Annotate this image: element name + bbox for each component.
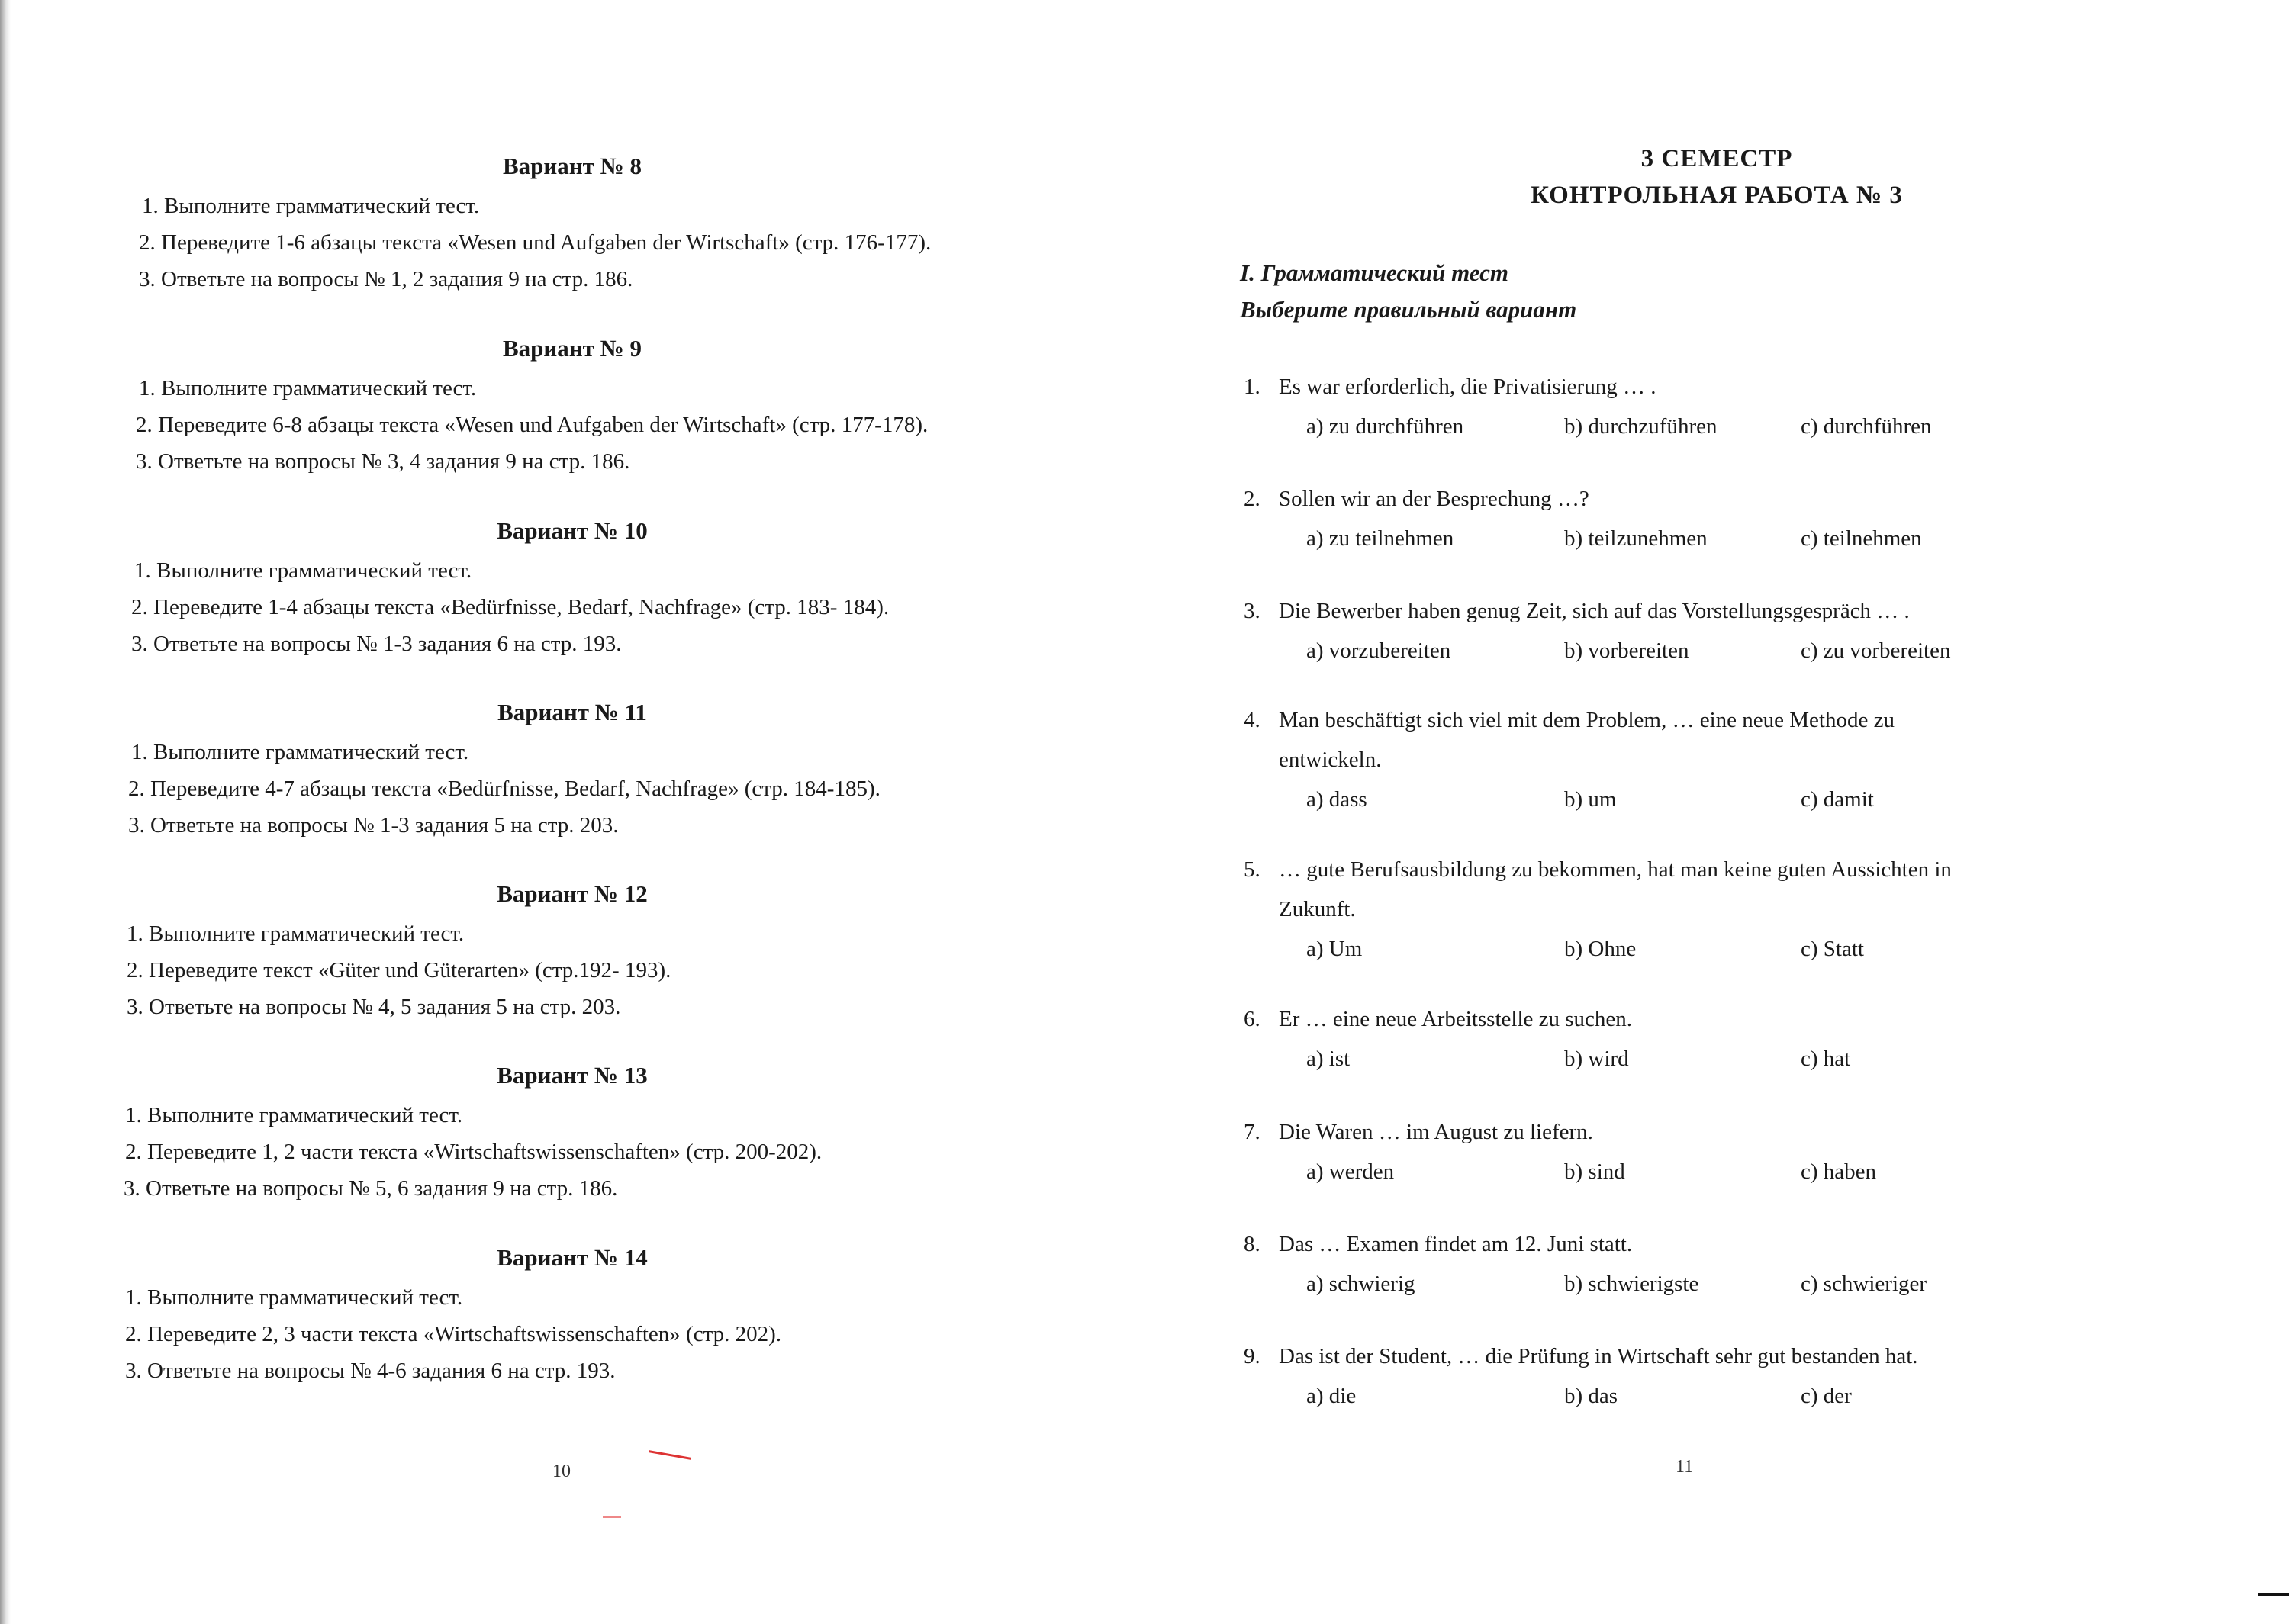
- option-b: b) schwierigste: [1564, 1272, 1699, 1296]
- task-line: 1. Выполните грамматический тест.: [134, 558, 472, 583]
- option-a: a) schwierig: [1306, 1272, 1415, 1296]
- variant-8: [122, 150, 1076, 297]
- question-1: [1244, 367, 2068, 445]
- answer-options: [1244, 1152, 2068, 1190]
- question-number: 1.: [1244, 375, 1260, 399]
- question-3: [1244, 591, 2068, 669]
- question-number: 6.: [1244, 1007, 1260, 1031]
- answer-options: [1244, 631, 2068, 669]
- question-7: [1244, 1112, 2068, 1190]
- question-9: [1244, 1336, 2068, 1414]
- work-title: КОНТРОЛЬНАЯ РАБОТА № 3: [1531, 182, 1903, 209]
- variant-title: Вариант № 11: [497, 699, 647, 725]
- task-line: 1. Выполните грамматический тест.: [139, 376, 477, 400]
- option-c: c) hat: [1801, 1047, 1851, 1071]
- answer-options: [1244, 407, 2068, 445]
- option-c: c) der: [1801, 1384, 1852, 1408]
- task-line: 2. Переведите 1-4 абзацы текста «Bedürfnisse, Bedarf, Nachfrage» (стр. 183- 184).: [131, 595, 890, 619]
- task-line: 3. Ответьте на вопросы № 5, 6 задания 9 на стр. 186.: [124, 1176, 618, 1201]
- page-number-left: 10: [552, 1462, 571, 1481]
- question-number: 7.: [1244, 1120, 1260, 1144]
- question-text: Es war erforderlich, die Privatisierung … .: [1279, 375, 1656, 399]
- question-number: 2.: [1244, 487, 1260, 511]
- option-c: c) damit: [1801, 787, 1874, 812]
- variant-title: Вариант № 9: [502, 335, 642, 362]
- question-number: 8.: [1244, 1232, 1260, 1256]
- answer-options: [1244, 519, 2068, 557]
- variant-13: [122, 1059, 1076, 1207]
- option-c: c) zu vorbereiten: [1801, 638, 1951, 663]
- question-text: Er … eine neue Arbeitsstelle zu suchen.: [1279, 1007, 1633, 1031]
- option-b: b) durchzuführen: [1564, 414, 1718, 439]
- task-line: 1. Выполните грамматический тест.: [125, 1103, 463, 1127]
- variant-14: [122, 1241, 1076, 1389]
- task-line: 2. Переведите 1, 2 части текста «Wirtschaftswissenschaften» (стр. 200-202).: [125, 1140, 823, 1164]
- option-c: c) haben: [1801, 1159, 1877, 1184]
- task-line: 3. Ответьте на вопросы № 3, 4 задания 9 на стр. 186.: [136, 449, 630, 474]
- question-2: [1244, 479, 2068, 557]
- option-a: a) dass: [1306, 787, 1367, 812]
- question-8: [1244, 1224, 2068, 1302]
- option-a: a) werden: [1306, 1159, 1395, 1184]
- question-text-continued: Zukunft.: [1279, 897, 1356, 921]
- answer-options: [1244, 1039, 2068, 1077]
- variant-title: Вариант № 13: [497, 1062, 648, 1089]
- option-b: b) teilzunehmen: [1564, 526, 1708, 551]
- option-c: c) Statt: [1801, 937, 1864, 961]
- option-c: c) durchführen: [1801, 414, 1932, 439]
- question-text: Man beschäftigt sich viel mit dem Problem, … eine neue Methode zu: [1279, 708, 1895, 732]
- variant-title: Вариант № 12: [497, 880, 648, 907]
- ink-speck: [603, 1516, 621, 1518]
- question-4: [1244, 700, 2068, 818]
- task-line: 1. Выполните грамматический тест.: [142, 194, 480, 218]
- question-text: Das … Examen findet am 12. Juni statt.: [1279, 1232, 1633, 1256]
- question-text: Das ist der Student, … die Prüfung in Wirtschaft sehr gut bestanden hat.: [1279, 1344, 1918, 1368]
- variant-11: [122, 696, 1076, 844]
- option-a: a) ist: [1306, 1047, 1351, 1071]
- task-line: 3. Ответьте на вопросы № 1-3 задания 6 на стр. 193.: [131, 632, 622, 656]
- question-text: Die Waren … im August zu liefern.: [1279, 1120, 1593, 1144]
- question-text: Die Bewerber haben genug Zeit, sich auf das Vorstellungsgespräch … .: [1279, 599, 1910, 623]
- task-line: 3. Ответьте на вопросы № 4-6 задания 6 на стр. 193.: [125, 1359, 616, 1383]
- answer-options: [1244, 780, 2068, 818]
- semester-title: 3 СЕМЕСТР: [1640, 145, 1793, 172]
- option-a: a) zu teilnehmen: [1306, 526, 1454, 551]
- variant-10: [122, 514, 1076, 662]
- option-b: b) das: [1564, 1384, 1618, 1408]
- question-number: 9.: [1244, 1344, 1260, 1368]
- question-number: 4.: [1244, 708, 1260, 732]
- answer-options: [1244, 1376, 2068, 1414]
- task-line: 1. Выполните грамматический тест.: [125, 1285, 463, 1310]
- option-b: b) um: [1564, 787, 1617, 812]
- question-text-continued: entwickeln.: [1279, 748, 1382, 772]
- task-line: 3. Ответьте на вопросы № 1-3 задания 5 на стр. 203.: [128, 813, 619, 838]
- option-a: a) Um: [1306, 937, 1363, 961]
- task-line: 2. Переведите текст «Güter und Güterarten» (стр.192- 193).: [127, 958, 671, 982]
- question-number: 3.: [1244, 599, 1260, 623]
- section-instruction: Выберите правильный вариант: [1240, 296, 1577, 323]
- answer-options: [1244, 929, 2068, 967]
- option-b: b) sind: [1564, 1159, 1625, 1184]
- question-5: [1244, 850, 2068, 967]
- question-6: [1244, 999, 2068, 1077]
- task-line: 1. Выполните грамматический тест.: [131, 740, 469, 764]
- option-b: b) wird: [1564, 1047, 1629, 1071]
- variant-title: Вариант № 14: [497, 1244, 648, 1271]
- option-a: a) zu durchführen: [1306, 414, 1464, 439]
- option-a: a) vorzubereiten: [1306, 638, 1451, 663]
- question-text: Sollen wir an der Besprechung …?: [1279, 487, 1589, 511]
- task-line: 3. Ответьте на вопросы № 4, 5 задания 5 на стр. 203.: [127, 995, 621, 1019]
- option-c: c) schwieriger: [1801, 1272, 1927, 1296]
- question-text: … gute Berufsausbildung zu bekommen, hat man keine guten Aussichten in: [1279, 857, 1952, 882]
- task-line: 3. Ответьте на вопросы № 1, 2 задания 9 на стр. 186.: [139, 267, 633, 291]
- option-c: c) teilnehmen: [1801, 526, 1922, 551]
- question-number: 5.: [1244, 857, 1260, 882]
- task-line: 2. Переведите 4-7 абзацы текста «Bedürfnisse, Bedarf, Nachfrage» (стр. 184-185).: [128, 777, 881, 801]
- variant-9: [122, 332, 1076, 480]
- page-number-right: 11: [1676, 1457, 1694, 1477]
- option-b: b) vorbereiten: [1564, 638, 1689, 663]
- variant-title: Вариант № 8: [502, 153, 642, 179]
- answer-options: [1244, 1264, 2068, 1302]
- section-title: I. Грамматический тест: [1240, 259, 1509, 286]
- option-a: a) die: [1306, 1384, 1357, 1408]
- task-line: 2. Переведите 1-6 абзацы текста «Wesen und Aufgaben der Wirtschaft» (стр. 176-177).: [139, 230, 932, 255]
- variant-12: [122, 877, 1076, 1025]
- task-line: 2. Переведите 6-8 абзацы текста «Wesen und Aufgaben der Wirtschaft» (стр. 177-178).: [136, 413, 929, 437]
- variant-title: Вариант № 10: [497, 517, 648, 544]
- task-line: 2. Переведите 2, 3 части текста «Wirtschaftswissenschaften» (стр. 202).: [125, 1322, 782, 1346]
- option-b: b) Ohne: [1564, 937, 1637, 961]
- task-line: 1. Выполните грамматический тест.: [127, 921, 465, 946]
